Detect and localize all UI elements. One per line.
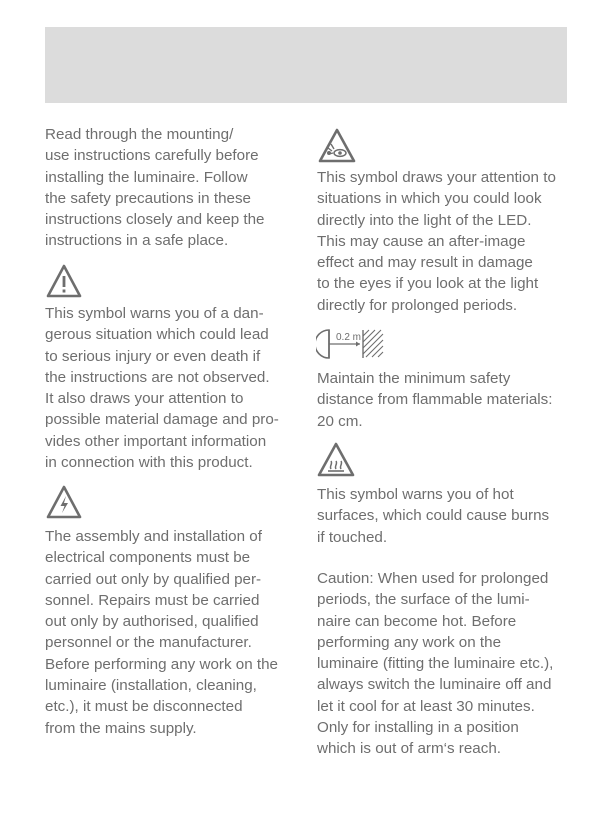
led-eye-warning-icon xyxy=(317,127,357,164)
caution-paragraph: Caution: When used for prolonged periods, the surface of the lumi- naire can become hot. Before performing any work on the luminaire (fitting the luminaire etc.), always switch the luminaire off and let it cool for at least 30 minutes. Only for installing in a position which is out of arm‘s reach. xyxy=(317,570,554,758)
minimum-distance-icon xyxy=(316,326,386,362)
warning-triangle-icon xyxy=(45,263,83,299)
hot-surface-paragraph: This symbol warns you of hot surfaces, which could cause burns if touched. xyxy=(317,486,550,546)
electrical-hazard-icon xyxy=(45,484,83,520)
intro-paragraph: Read through the mounting/ use instructions carefully before installing the luminaire. Follow the safety precautions in these instructions closely and keep the instructions in a safe place. xyxy=(45,126,265,250)
distance-paragraph: Maintain the minimum safety distance from flammable materials: 20 cm. xyxy=(317,370,553,430)
electrical-paragraph: The assembly and installation of electrical components must be carried out only by qualified per- sonnel. Repairs must be carried out only by authorised, qualified personnel or the manufacturer. Before performing any work on the luminaire (installation, cleaning, etc.), it must be disconnected from the mains supply. xyxy=(45,528,278,737)
warning-paragraph: This symbol warns you of a dan- gerous situation which could lead to serious injury or even death if the instructions are not observed. It also draws your attention to possible material damage and pro- vides other important information in connection with this product. xyxy=(45,305,279,472)
distance-label: 0.2 m xyxy=(336,332,362,343)
led-paragraph: This symbol draws your attention to situations in which you could look directly into the light of the LED. This may cause an after-image effect and may result in damage to the eyes if you look at the light directly for prolonged periods. xyxy=(317,169,556,314)
header-bar xyxy=(45,27,567,103)
hot-surface-icon xyxy=(316,441,356,478)
